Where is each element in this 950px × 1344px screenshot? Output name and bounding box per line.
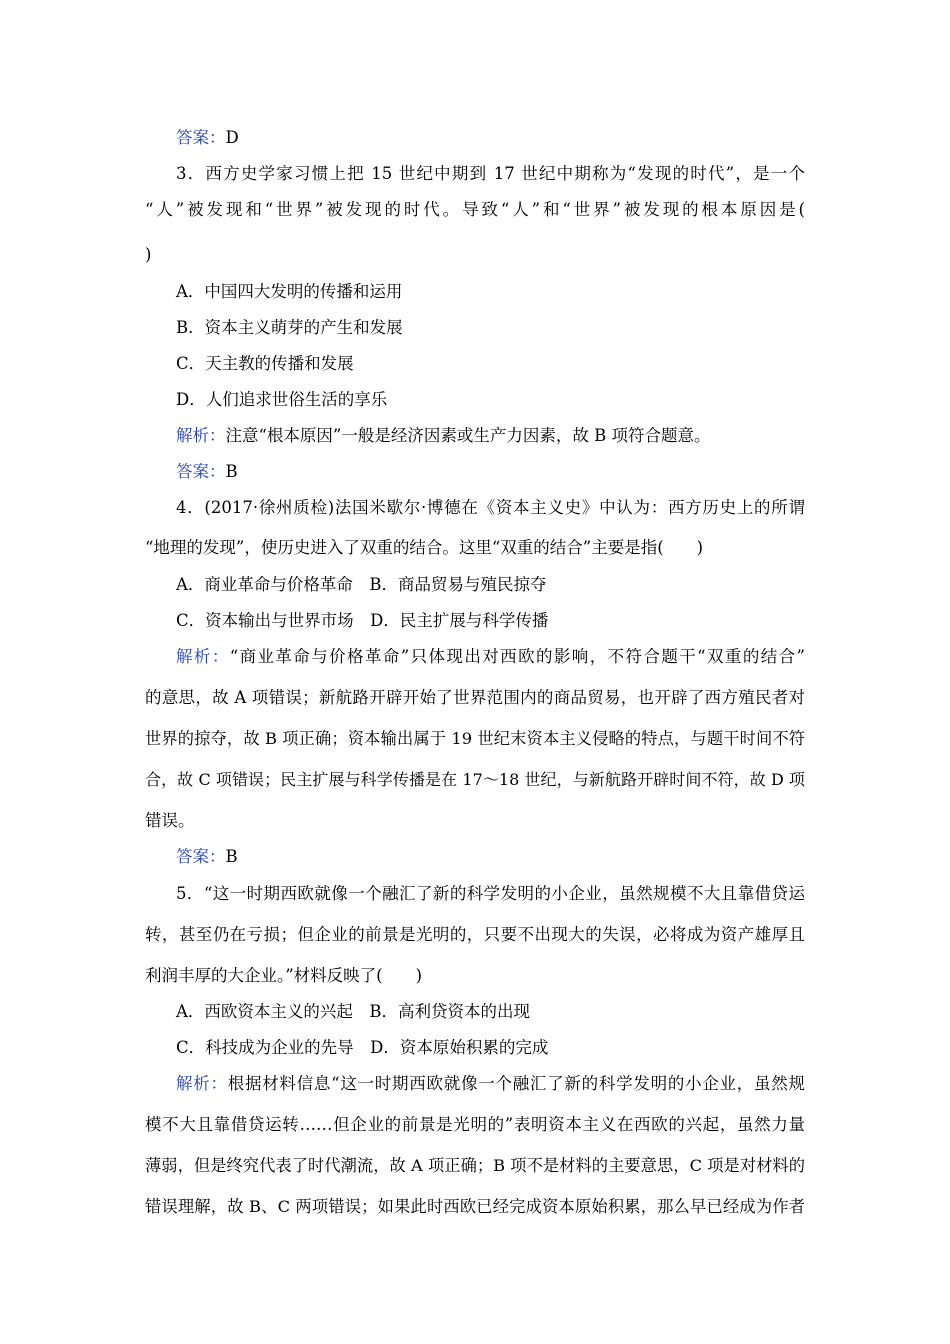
q3-analysis: [176, 426, 711, 446]
q4-options-ab: A．商业革命与价格革命 B．商品贸易与殖民掠夺: [176, 575, 547, 594]
q3-answer: [176, 462, 238, 482]
answer-label: 答案：: [176, 462, 226, 481]
q5-options-cd: C．科技成为企业的先导 D．资本原始积累的完成: [176, 1038, 549, 1057]
q3-stem-line-1: 3．西方史学家习惯上把 15 世纪中期到 17 世纪中期称为“发现的时代”，是一个: [176, 164, 805, 183]
q5-analysis-line-1: [176, 1074, 805, 1094]
q5-stem-line-1: 5．“这一时期西欧就像一个融汇了新的科学发明的小企业，虽然规模不大且靠借贷运: [176, 884, 805, 903]
answer-line-q2: [176, 128, 239, 148]
q4-analysis-line-5: 错误。: [145, 811, 195, 830]
q4-stem-line-1: 4．(2017·徐州质检)法国米歇尔·博德在《资本主义史》中认为：西方历史上的所谓: [176, 498, 805, 517]
q4-stem-line-2: “地理的发现”，使历史进入了双重的结合。这里“双重的结合”主要是指( ): [145, 538, 704, 557]
q4-analysis-text-1: “商业革命与价格革命”只体现出对西欧的影响，不符合题干“双重的结合”: [229, 647, 805, 666]
q5-analysis-line-4: 错误理解，故 B、C 两项错误；如果此时西欧已经完成资本原始积累，那么早已经成为作者: [145, 1197, 805, 1216]
answer-value: B: [225, 462, 238, 481]
q3-option-b: B．资本主义萌芽的产生和发展: [176, 318, 403, 337]
q5-analysis-text-1: 根据材料信息“这一时期西欧就像一个融汇了新的科学发明的小企业，虽然规: [227, 1074, 806, 1093]
answer-value: D: [225, 128, 239, 147]
q4-analysis-line-2: 的意思，故 A 项错误；新航路开辟开始了世界范围内的商品贸易，也开辟了西方殖民者对: [145, 688, 805, 707]
answer-label: 答案：: [176, 128, 226, 147]
q4-analysis-line-3: 世界的掠夺，故 B 项正确；资本输出属于 19 世纪末资本主义侵略的特点，与题干时间不符: [145, 729, 805, 748]
analysis-label: 解析：: [176, 1074, 228, 1093]
q3-option-d: D．人们追求世俗生活的享乐: [176, 390, 388, 409]
q5-stem-line-3: 利润丰厚的大企业。”材料反映了( ): [145, 966, 423, 985]
q5-stem-line-2: 转，甚至仍在亏损；但企业的前景是光明的，只要不出现大的失误，必将成为资产雄厚且: [145, 925, 805, 944]
q4-options-cd: C．资本输出与世界市场 D．民主扩展与科学传播: [176, 611, 549, 630]
answer-value: B: [225, 847, 238, 866]
analysis-label: 解析：: [176, 647, 230, 666]
q5-analysis-line-2: 模不大且靠借贷运转……但企业的前景是光明的”表明资本主义在西欧的兴起，虽然力量: [145, 1115, 805, 1134]
q5-analysis-line-3: 薄弱，但是终究代表了时代潮流，故 A 项正确；B 项不是材料的主要意思，C 项是对材料的: [145, 1156, 805, 1175]
q3-stem-line-2: “人”被发现和“世界”被发现的时代。导致“人”和“世界”被发现的根本原因是(: [145, 200, 805, 219]
q4-analysis-line-1: [176, 647, 805, 667]
q3-option-a: A．中国四大发明的传播和运用: [176, 282, 403, 301]
q3-analysis-text: 注意“根本原因”一般是经济因素或生产力因素，故 B 项符合题意。: [225, 426, 711, 445]
q4-answer: [176, 847, 238, 867]
analysis-label: 解析：: [176, 426, 226, 445]
q4-analysis-line-4: 合，故 C 项错误；民主扩展与科学传播是在 17～18 世纪，与新航路开辟时间不符，故 D 项: [145, 770, 805, 789]
q5-options-ab: A．西欧资本主义的兴起 B．高利贷资本的出现: [176, 1002, 531, 1021]
answer-label: 答案：: [176, 847, 226, 866]
q3-option-c: C．天主教的传播和发展: [176, 354, 354, 373]
q3-stem-line-3: ): [145, 245, 152, 264]
